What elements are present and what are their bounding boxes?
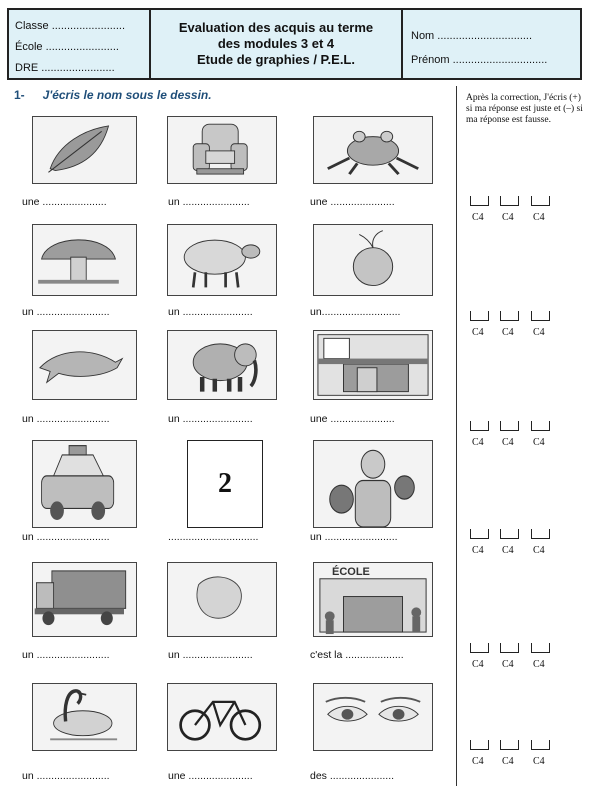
picture-leaf bbox=[32, 116, 137, 184]
picture-sheep bbox=[167, 224, 277, 296]
armchair-icon bbox=[168, 117, 276, 183]
picture-frog bbox=[313, 116, 433, 184]
correction-box[interactable] bbox=[470, 740, 489, 750]
correction-box[interactable] bbox=[470, 311, 489, 321]
correction-box[interactable] bbox=[500, 311, 519, 321]
competence-code: C4 bbox=[533, 327, 545, 338]
competence-code: C4 bbox=[472, 327, 484, 338]
answer-line-eyes[interactable]: des ...................... bbox=[310, 770, 395, 782]
competence-code: C4 bbox=[472, 212, 484, 223]
competence-code: C4 bbox=[472, 545, 484, 556]
pharmacy-icon bbox=[314, 331, 432, 399]
classe-label: Classe bbox=[15, 20, 49, 32]
dre-label: DRE bbox=[15, 62, 39, 74]
answer-line-leaf[interactable]: une ...................... bbox=[22, 196, 107, 208]
title-line-3: Etude de graphies / P.E.L. bbox=[197, 52, 355, 67]
correction-box[interactable] bbox=[500, 643, 519, 653]
boxer-icon bbox=[314, 441, 432, 527]
correction-box[interactable] bbox=[470, 196, 489, 206]
page-title bbox=[151, 10, 403, 78]
competence-code: C4 bbox=[472, 659, 484, 670]
answer-line-duck[interactable]: un ......................... bbox=[22, 770, 110, 782]
sheep-icon bbox=[168, 225, 276, 295]
question-title bbox=[14, 88, 212, 102]
answer-line-sheep[interactable]: un ........................ bbox=[168, 306, 253, 318]
leaf-icon bbox=[33, 117, 136, 183]
answer-line-number-two[interactable]: ............................... bbox=[168, 531, 259, 543]
competence-code: C4 bbox=[502, 659, 514, 670]
ecole-label: École bbox=[15, 41, 43, 53]
answer-line-pharmacy[interactable]: une ...................... bbox=[310, 413, 395, 425]
dolphin-icon bbox=[33, 331, 136, 399]
correction-box[interactable] bbox=[470, 421, 489, 431]
student-info bbox=[403, 10, 580, 78]
answer-line-armchair[interactable]: un ....................... bbox=[168, 196, 250, 208]
picture-onion bbox=[313, 224, 433, 296]
answer-line-dolphin[interactable]: un ......................... bbox=[22, 413, 110, 425]
correction-box[interactable] bbox=[470, 643, 489, 653]
number-two-text: 2 bbox=[218, 468, 232, 499]
competence-code: C4 bbox=[533, 756, 545, 767]
competence-code: C4 bbox=[502, 212, 514, 223]
picture-duck bbox=[32, 683, 137, 751]
correction-box[interactable] bbox=[500, 196, 519, 206]
answer-line-truck[interactable]: un ......................... bbox=[22, 649, 110, 661]
answer-line-elephant[interactable]: un ........................ bbox=[168, 413, 253, 425]
stone-icon bbox=[168, 563, 276, 636]
picture-taxi bbox=[32, 440, 137, 528]
onion-icon bbox=[314, 225, 432, 295]
correction-note: Après la correction, J'écris (+) si ma réponse est juste et (–) si ma réponse est fausse. bbox=[466, 93, 583, 125]
picture-armchair bbox=[167, 116, 277, 184]
nom-label: Nom bbox=[411, 30, 435, 42]
bicycle-icon bbox=[168, 684, 276, 750]
eyes-icon bbox=[314, 684, 432, 750]
competence-code: C4 bbox=[533, 545, 545, 556]
competence-code: C4 bbox=[472, 756, 484, 767]
school-sign: ÉCOLE bbox=[332, 566, 370, 578]
correction-box[interactable] bbox=[531, 311, 550, 321]
correction-box[interactable] bbox=[500, 740, 519, 750]
prenom-field[interactable]: ............................... bbox=[452, 54, 548, 66]
header-table bbox=[7, 8, 582, 80]
picture-mushroom bbox=[32, 224, 137, 296]
correction-box[interactable] bbox=[531, 740, 550, 750]
answer-line-mushroom[interactable]: un ......................... bbox=[22, 306, 110, 318]
correction-box[interactable] bbox=[531, 529, 550, 539]
competence-code: C4 bbox=[502, 437, 514, 448]
picture-pharmacy bbox=[313, 330, 433, 400]
picture-bicycle bbox=[167, 683, 277, 751]
elephant-icon bbox=[168, 331, 276, 399]
frog-icon bbox=[314, 117, 432, 183]
competence-code: C4 bbox=[502, 327, 514, 338]
classe-field[interactable]: ........................ bbox=[51, 20, 126, 32]
prenom-label: Prénom bbox=[411, 54, 450, 66]
answer-line-school[interactable]: c'est la .................... bbox=[310, 649, 404, 661]
picture-truck bbox=[32, 562, 137, 637]
taxi-icon bbox=[33, 441, 136, 527]
answer-line-frog[interactable]: une ...................... bbox=[310, 196, 395, 208]
title-line-1: Evaluation des acquis au terme bbox=[178, 20, 374, 35]
picture-school bbox=[313, 562, 433, 637]
correction-box[interactable] bbox=[531, 421, 550, 431]
mushroom-icon bbox=[33, 225, 136, 295]
title-line-2: des modules 3 et 4 bbox=[217, 36, 335, 51]
competence-code: C4 bbox=[533, 659, 545, 670]
dre-field[interactable]: ........................ bbox=[41, 62, 115, 74]
school-info bbox=[9, 10, 151, 78]
answer-line-onion[interactable]: un........................... bbox=[310, 306, 401, 318]
picture-eyes bbox=[313, 683, 433, 751]
competence-code: C4 bbox=[502, 756, 514, 767]
competence-code: C4 bbox=[533, 437, 545, 448]
correction-box[interactable] bbox=[470, 529, 489, 539]
competence-code: C4 bbox=[502, 545, 514, 556]
column-divider bbox=[456, 86, 457, 786]
answer-line-boxer[interactable]: un ......................... bbox=[310, 531, 398, 543]
correction-box[interactable] bbox=[531, 643, 550, 653]
question-text: J'écris le nom sous le dessin. bbox=[42, 88, 212, 102]
nom-field[interactable]: ............................... bbox=[437, 30, 533, 42]
truck-icon bbox=[33, 563, 136, 636]
competence-code: C4 bbox=[533, 212, 545, 223]
picture-stone bbox=[167, 562, 277, 637]
competence-code: C4 bbox=[472, 437, 484, 448]
picture-boxer bbox=[313, 440, 433, 528]
correction-box[interactable] bbox=[531, 196, 550, 206]
answer-line-stone[interactable]: un ........................ bbox=[168, 649, 253, 661]
question-number: 1- bbox=[14, 88, 25, 102]
ecole-field[interactable]: ........................ bbox=[45, 41, 119, 53]
correction-box[interactable] bbox=[500, 529, 519, 539]
answer-line-taxi[interactable]: un ......................... bbox=[22, 531, 110, 543]
correction-box[interactable] bbox=[500, 421, 519, 431]
answer-line-bicycle[interactable]: une ...................... bbox=[168, 770, 253, 782]
picture-dolphin bbox=[32, 330, 137, 400]
picture-number-two bbox=[187, 440, 263, 528]
duck-icon bbox=[33, 684, 136, 750]
picture-elephant bbox=[167, 330, 277, 400]
